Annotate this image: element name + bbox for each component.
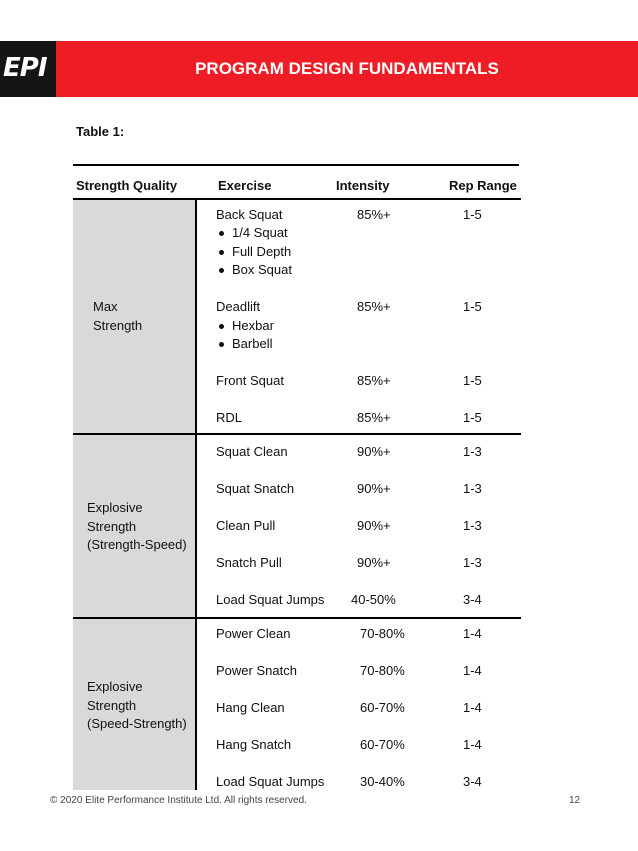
intensity-cell: 85%+ (357, 410, 391, 425)
reps-cell: 1-5 (463, 410, 482, 425)
exercise-cell: Squat Snatch (216, 481, 295, 496)
exercise-cell: Load Squat Jumps (216, 592, 325, 607)
table-top-rule (73, 164, 519, 166)
exercise-cell: Snatch Pull (216, 555, 282, 570)
quality-line: Strength (87, 697, 137, 713)
strength-quality-cell (87, 678, 187, 734)
quality-line: (Strength-Speed) (87, 537, 187, 552)
reps-cell: 1-4 (463, 737, 482, 752)
bullet-icon (219, 324, 224, 329)
header-strength-quality: Strength Quality (76, 178, 178, 193)
intensity-cell: 85%+ (357, 373, 391, 388)
group-separator (73, 617, 521, 619)
reps-cell: 3-4 (463, 592, 482, 607)
exercise-cell: Back Squat (216, 207, 283, 222)
reps-cell: 1-4 (463, 700, 482, 715)
quality-line: Strength (87, 518, 137, 534)
bullet-item: Barbell (232, 336, 273, 351)
intensity-cell: 90%+ (357, 481, 391, 496)
copyright-text: © 2020 Elite Performance Institute Ltd. All rights reserved. (50, 795, 307, 806)
intensity-cell: 90%+ (357, 444, 391, 459)
header-banner (0, 41, 638, 97)
intensity-cell: 30-40% (360, 774, 405, 789)
bullet-item: Full Depth (232, 244, 292, 259)
intensity-cell: 60-70% (360, 737, 405, 752)
intensity-cell: 85%+ (357, 207, 391, 222)
exercise-cell: Hang Snatch (216, 737, 292, 752)
column-divider (195, 200, 197, 790)
bullet-icon (219, 231, 224, 236)
reps-cell: 1-3 (463, 555, 482, 570)
quality-line: Explosive (87, 500, 143, 515)
exercise-cell: RDL (216, 410, 243, 425)
page-title: PROGRAM DESIGN FUNDAMENTALS (195, 59, 499, 78)
reps-cell: 1-5 (463, 207, 482, 222)
exercise-cell: Clean Pull (216, 518, 276, 533)
quality-line: Strength (93, 317, 143, 333)
bullet-item: Hexbar (232, 318, 274, 333)
exercise-cell: Deadlift (216, 299, 261, 314)
strength-quality-cell (87, 499, 187, 555)
header-rep-range: Rep Range (449, 178, 517, 193)
logo-text: EPI (3, 53, 47, 83)
bullet-icon (219, 250, 224, 255)
header-intensity: Intensity (336, 178, 390, 193)
exercise-cell: Power Snatch (216, 663, 297, 678)
epi-logo (0, 41, 56, 97)
reps-cell: 1-3 (463, 444, 482, 459)
reps-cell: 1-5 (463, 373, 482, 388)
reps-cell: 1-4 (463, 626, 482, 641)
reps-cell: 3-4 (463, 774, 482, 789)
strength-quality-cell (93, 298, 142, 335)
reps-cell: 1-3 (463, 518, 482, 533)
intensity-cell: 60-70% (360, 700, 405, 715)
quality-line: Max (93, 299, 118, 314)
intensity-cell: 90%+ (357, 555, 391, 570)
exercise-cell: Hang Clean (216, 700, 285, 715)
exercise-cell: Squat Clean (216, 444, 288, 459)
group-separator (73, 433, 521, 435)
exercise-cell: Front Squat (216, 373, 284, 388)
exercise-cell: Power Clean (216, 626, 291, 641)
table-caption: Table 1: (76, 124, 125, 139)
exercise-cell: Load Squat Jumps (216, 774, 325, 789)
quality-line: Explosive (87, 679, 143, 694)
intensity-cell: 85%+ (357, 299, 391, 314)
bullet-icon (219, 268, 224, 273)
reps-cell: 1-3 (463, 481, 482, 496)
intensity-cell: 70-80% (360, 626, 405, 641)
reps-cell: 1-5 (463, 299, 482, 314)
bullet-item: 1/4 Squat (232, 225, 288, 240)
intensity-cell: 90%+ (357, 518, 391, 533)
intensity-cell: 40-50% (351, 592, 396, 607)
intensity-cell: 70-80% (360, 663, 405, 678)
reps-cell: 1-4 (463, 663, 482, 678)
quality-line: (Speed-Strength) (87, 716, 187, 731)
bullet-icon (219, 342, 224, 347)
bullet-item: Box Squat (232, 262, 292, 277)
page-number: 12 (569, 795, 581, 806)
header-exercise: Exercise (218, 178, 272, 193)
